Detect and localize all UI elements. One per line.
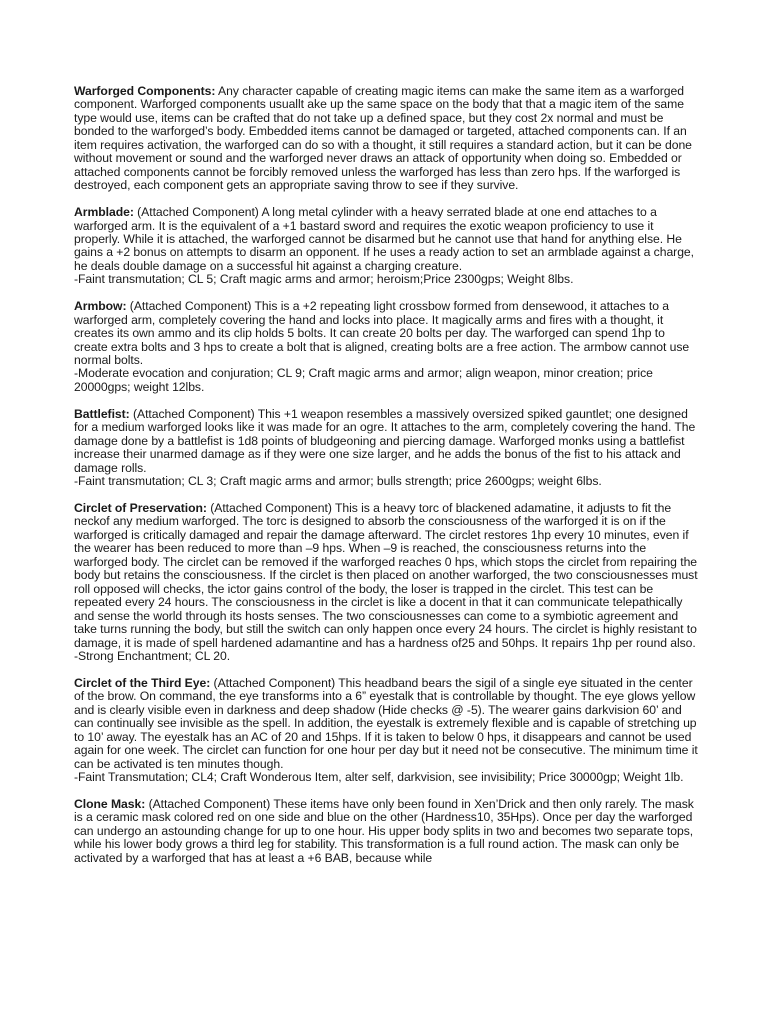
entry-properties: -Faint transmutation; CL 3; Craft magic arms and armor; bulls strength; price 2600gps; weight 6lbs.	[74, 474, 602, 489]
entry-body: Any character capable of creating magic items can make the same item as a warforged component. Warforged components usuallt ake up the same space on the body that that a magic item of the same type would use, items can be crafted that do not take up a defined space, but they cost 2x normal and must be bonded to the warforged’s body. Embedded items cannot be damaged or targeted, attached components can. If an item requires activation, the warforged can do so with a thought, it still requires a standard action, but it can be done without movement or sound and the warforged never draws an attack of opportunity when doing so. Embedded or attached components cannot be forcibly removed unless the warforged has less than zero hps. If the warforged is destroyed, each component gets an appropriate saving throw to see if they survive.	[74, 84, 692, 193]
entry-title: Circlet of the Third Eye:	[74, 675, 211, 690]
entry-armbow	[74, 300, 698, 394]
entry-body: (Attached Component) This is a heavy torc of blackened adamatine, it adjusts to fit the neckof any medium warforged. The torc is designed to absorb the consciousness of the warforged it is on if the warforged is critically damaged and repair the damage afterward. The circlet restores 1hp every 10 minutes, even if the wearer has been reduced to more than –9 hps. When –9 is reached, the consciousness returns into the warforged body. The circlet can be removed if the warforged reaches 0 hps, which stops the circlet from repairing the body but retains the consciousness. If the circlet is then placed on another warforged, the two consciousnesses must roll opposed will checks, the ictor gains control of the body, the loser is trapped in the circlet. This test can be repeated every 24 hours. The consciousness in the circlet is like a docent in that it can communicate telepathically and sense the world through its hosts senses. The two consciousnesses can come to a symbiotic agreement and take turns running the body, but still the switch can only happen once every 24 hours. The circlet is highly resistant to damage, it is made of spell hardened adamantine and has a hardness of25 and 50hps. It repairs 1hp per round also.	[74, 500, 698, 650]
entry-properties: -Strong Enchantment; CL 20.	[74, 648, 231, 663]
entry-body: (Attached Component) A long metal cylinder with a heavy serrated blade at one end attaches to a warforged arm. It is the equivalent of a +1 bastard sword and requires the exotic weapon proficiency to use it properly. While it is attached, the warforged cannot be disarmed but he cannot use that hand for anything else. He gains a +2 bonus on attempts to disarm an opponent. If he uses a ready action to set an armblade against a charge, he deals double damage on a successful hit against a charging creature.	[74, 205, 694, 273]
entry-title: Armblade:	[74, 205, 134, 220]
entry-circlet-of-preservation	[74, 502, 698, 663]
entry-clone-mask	[74, 798, 698, 865]
entry-body: (Attached Component) These items have only been found in Xen’Drick and then only rarely. The mask is a ceramic mask colored red on one side and blue on the other (Hardness10, 35Hps). Once per day the warforged can undergo an astounding change for up to one hour. His upper body splits in two and becomes two separate tops, while his lower body grows a third leg for stability. This transformation is a full round action. The mask can only be activated by a warforged that has at least a +6 BAB, because while	[74, 796, 694, 865]
entry-warforged-components	[74, 85, 698, 193]
entry-properties: -Faint Transmutation; CL4; Craft Wonderous Item, alter self, darkvision, see invisibility; Price 30000gp; Weight 1lb.	[74, 770, 684, 785]
entry-body: (Attached Component) This is a +2 repeating light crossbow formed from densewood, it attaches to a warforged arm, completely covering the hand and locks into place. It magically arms and fires with a thought, it creates its own ammo and its clip holds 5 bolts. It can create 20 bolts per day. The warforged can spend 1hp to create extra bolts and 3 hps to create a bolt that is aligned, creating bolts are a free action. The armbow cannot use normal bolts.	[74, 299, 690, 368]
entry-title: Armbow:	[74, 299, 127, 314]
entry-circlet-of-the-third-eye	[74, 677, 698, 785]
entry-body: (Attached Component) This headband bears the sigil of a single eye situated in the center of the brow. On command, the eye transforms into a 6” eyestalk that is controllable by thought. The eye glows yellow and is clearly visible even in darkness and deep shadow (Hide checks @ -5). The wearer gains darkvision 60’ and can continually see invisible as the spell. In addition, the eyestalk is extremely flexible and is capable of stretching up to 10’ away. The eyestalk has an AC of 20 and 15hps. If it is taken to below 0 hps, it disappears and cannot be used again for one week. The circlet can function for one hour per day but it need not be consecutive. The minimum time it can be activated is ten minutes though.	[74, 675, 698, 771]
entry-title: Circlet of Preservation:	[74, 500, 207, 515]
entry-title: Clone Mask:	[74, 796, 146, 811]
entry-body: (Attached Component) This +1 weapon resembles a massively oversized spiked gauntlet; one designed for a medium warforged looks like it was made for an ogre. It attaches to the arm, completely covering the hand. The damage done by a battlefist is 1d8 points of bludgeoning and piercing damage. Warforged monks using a battlefist increase their unarmed damage as if they were one size larger, and he adds the bonus of the fist to his attack and damage rolls.	[74, 406, 696, 475]
entry-title: Battlefist:	[74, 406, 130, 421]
entry-properties: -Faint transmutation; CL 5; Craft magic arms and armor; heroism;Price 2300gps; Weight 8lbs.	[74, 272, 574, 287]
document-page	[74, 85, 698, 879]
entry-armblade	[74, 206, 698, 287]
entry-title: Warforged Components:	[74, 84, 216, 98]
entry-properties: -Moderate evocation and conjuration; CL 9; Craft magic arms and armor; align weapon, minor creation; price 20000gps; weight 12lbs.	[74, 366, 653, 394]
entry-battlefist	[74, 408, 698, 489]
